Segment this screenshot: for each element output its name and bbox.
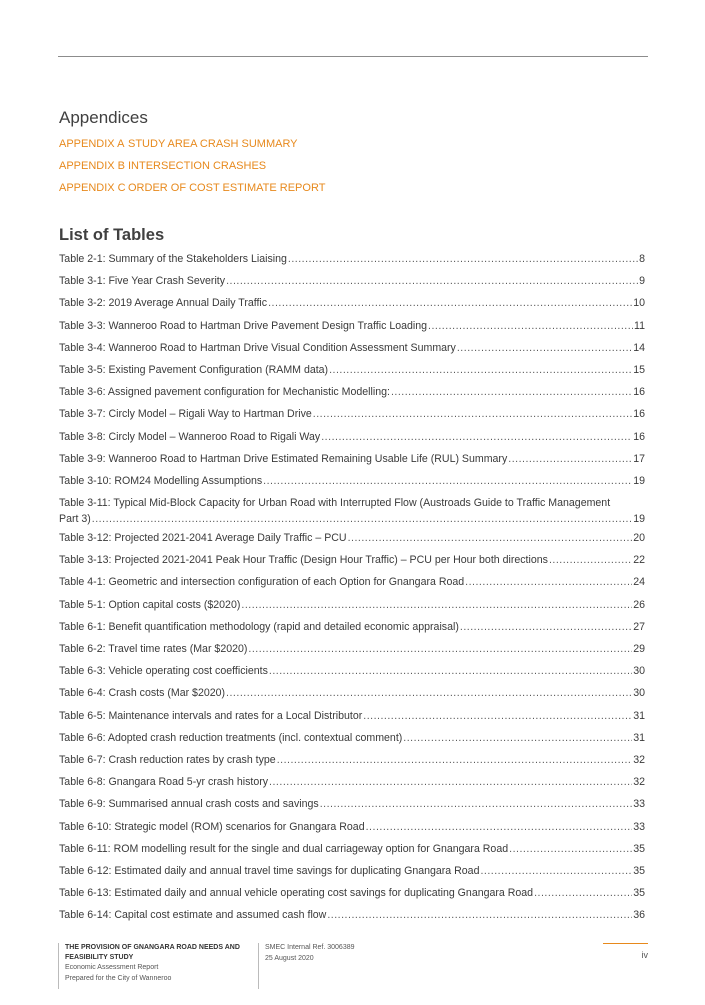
toc-entry-title: Table 6-7: Crash reduction rates by crash type [59,753,276,766]
toc-leader-dots [509,843,632,855]
appendix-item[interactable] [59,160,325,182]
toc-entry[interactable] [59,253,645,275]
toc-entry[interactable] [59,453,645,475]
footer-report-type: Economic Assessment Report [65,964,159,971]
toc-entry-title: Table 6-13: Estimated daily and annual vehicle operating cost savings for duplicating Gnangara Road [59,887,534,900]
toc-entry[interactable] [59,431,645,453]
toc-entry[interactable] [59,909,645,931]
toc-leader-dots [263,475,632,487]
toc-entry[interactable] [59,599,645,621]
toc-entry[interactable] [59,754,645,776]
toc-entry-page: 30 [633,687,645,700]
toc-entry[interactable] [59,887,645,909]
toc-leader-dots [428,320,633,332]
toc-entry-title: Table 6-2: Travel time rates (Mar $2020) [59,643,248,655]
footer-reference-info [258,943,355,989]
toc-entry[interactable] [59,732,645,754]
toc-leader-dots [268,297,632,309]
toc-entry-title: Table 3-5: Existing Pavement Configuration (RAMM data) [59,363,329,376]
appendices-list [59,138,325,204]
toc-entry-title: Table 2-1: Summary of the Stakeholders Liaising [59,253,287,265]
list-of-tables-heading: List of Tables [59,226,165,244]
footer-page-number: iv [603,943,648,960]
toc-entry[interactable] [59,320,645,342]
appendix-title: ORDER OF COST ESTIMATE REPORT [128,182,326,194]
footer-doc-title-line1: THE PROVISION OF GNANGARA ROAD NEEDS AND [65,944,240,951]
toc-entry-title: Table 3-6: Assigned pavement configuration for Mechanistic Modelling: [59,386,390,399]
toc-entry-title: Table 3-1: Five Year Crash Severity [59,275,226,288]
appendix-code: APPENDIX C [59,182,126,194]
toc-entry-page: 35 [633,864,645,877]
footer-document-info [58,943,256,989]
toc-entry[interactable] [59,275,645,297]
toc-leader-dots [321,431,632,443]
toc-entry-page: 16 [633,430,645,443]
toc-leader-dots [403,732,632,744]
toc-entry-page: 33 [633,798,645,811]
toc-entry-page: 24 [633,576,645,589]
toc-entry-page: 8 [639,253,645,265]
toc-entry[interactable] [59,554,645,576]
toc-entry-title: Table 5-1: Option capital costs ($2020) [59,598,241,611]
toc-leader-dots [92,513,632,525]
toc-entry-title: Table 6-11: ROM modelling result for the single and dual carriageway option for Gnangara Road [59,842,509,855]
toc-leader-dots [534,887,632,899]
toc-leader-dots [549,554,632,566]
toc-leader-dots [288,253,638,265]
toc-entry[interactable] [59,364,645,386]
toc-entry[interactable] [59,798,645,820]
toc-entry-page: 36 [633,909,645,922]
toc-entry-title: Table 3-13: Projected 2021-2041 Peak Hour Traffic (Design Hour Traffic) – PCU per Hour both directions [59,554,548,567]
toc-entry-title: Table 3-11: Typical Mid-Block Capacity for Urban Road with Interrupted Flow (Austroads Guide to Traffic Management [59,497,611,510]
toc-entry[interactable] [59,297,645,319]
toc-entry-page: 19 [633,474,645,487]
toc-entry-title: Table 6-5: Maintenance intervals and rates for a Local Distributor [59,709,363,722]
toc-entry-title: Table 6-9: Summarised annual crash costs and savings [59,798,319,811]
toc-entry[interactable] [59,621,645,643]
toc-entry-title: Table 3-10: ROM24 Modelling Assumptions [59,474,263,487]
toc-entry[interactable] [59,687,645,709]
toc-entry-page: 19 [633,513,645,526]
toc-entry-title: Table 6-14: Capital cost estimate and assumed cash flow [59,909,327,922]
toc-entry-title: Table 6-10: Strategic model (ROM) scenarios for Gnangara Road [59,820,365,833]
appendix-code: APPENDIX A [59,138,125,150]
toc-entry-page: 31 [633,731,645,744]
toc-entry-page: 31 [633,709,645,722]
toc-leader-dots [320,798,633,810]
toc-leader-dots [508,453,632,465]
toc-leader-dots [465,576,632,588]
toc-entry[interactable] [59,821,645,843]
toc-leader-dots [366,821,633,833]
footer-doc-title-line2: FEASIBILITY STUDY [65,954,134,961]
toc-leader-dots [269,776,632,788]
toc-entry[interactable] [59,475,645,497]
toc-entry[interactable] [59,532,645,554]
toc-entry[interactable] [59,342,645,364]
toc-leader-dots [277,754,633,766]
toc-leader-dots [241,599,632,611]
toc-entry-page: 26 [633,598,645,611]
toc-entry-title: Table 6-6: Adopted crash reduction treatments (incl. contextual comment) [59,731,403,744]
toc-leader-dots [226,687,632,699]
toc-entry-page: 27 [633,620,645,633]
toc-entry-page: 22 [633,554,645,567]
toc-entry-title: Table 3-3: Wanneroo Road to Hartman Drive Pavement Design Traffic Loading [59,319,428,332]
toc-entry-title: Table 3-12: Projected 2021-2041 Average Daily Traffic – PCU [59,532,347,545]
footer-ref: SMEC Internal Ref. 3006389 [265,944,355,951]
toc-entry-page: 11 [634,319,645,332]
toc-entry-page: 20 [633,532,645,545]
toc-entry-page: 9 [639,275,645,288]
toc-entry-title: Table 3-7: Circly Model – Rigali Way to Hartman Drive [59,408,312,421]
toc-entry-title: Table 6-3: Vehicle operating cost coefficients [59,665,268,678]
appendix-title: INTERSECTION CRASHES [128,160,267,172]
header-rule [58,56,648,57]
toc-leader-dots [363,710,632,722]
toc-entry[interactable] [59,843,645,865]
toc-entry-page: 35 [633,842,645,855]
toc-entry-title: Table 6-8: Gnangara Road 5-yr crash history [59,776,269,789]
toc-leader-dots [460,621,632,633]
toc-entry-title: Table 3-4: Wanneroo Road to Hartman Drive Visual Condition Assessment Summary [59,341,456,354]
toc-entry-title: Table 3-9: Wanneroo Road to Hartman Drive Estimated Remaining Usable Life (RUL) Summary [59,452,508,465]
toc-entry-page: 10 [633,297,645,310]
toc-leader-dots [269,665,632,677]
toc-leader-dots [248,643,632,655]
appendix-title: STUDY AREA CRASH SUMMARY [128,138,298,150]
toc-leader-dots [348,532,633,544]
toc-entry-title: Table 3-2: 2019 Average Annual Daily Traffic [59,297,268,310]
footer-date: 25 August 2020 [265,954,314,962]
toc-leader-dots [457,342,632,354]
toc-entry[interactable] [59,386,645,408]
toc-entry-page: 32 [633,776,645,789]
toc-entry-title-continued: Part 3) [59,513,91,526]
page-footer [58,943,648,989]
toc-leader-dots [329,364,632,376]
appendix-item[interactable] [59,138,325,160]
footer-prepared-for: Prepared for the City of Wanneroo [65,974,172,982]
toc-entry-page: 32 [633,753,645,766]
appendix-code: APPENDIX B [59,160,126,172]
toc-entry-page: 33 [633,820,645,833]
toc-leader-dots [226,275,638,287]
toc-entry[interactable] [59,408,645,430]
toc-entry[interactable] [59,643,645,665]
toc-entry[interactable] [59,865,645,887]
toc-entry-page: 35 [633,887,645,900]
toc-entry-page: 16 [633,386,645,399]
appendix-item[interactable] [59,182,325,204]
toc-entry-continuation [59,513,645,525]
toc-entry[interactable] [59,710,645,732]
toc-entry-page: 17 [633,452,645,465]
toc-entry-page: 29 [633,643,645,655]
toc-entry-page: 15 [633,363,645,376]
list-of-tables [59,253,645,931]
toc-entry-page: 14 [633,341,645,354]
toc-entry-page: 16 [633,408,645,421]
toc-entry-title: Table 6-4: Crash costs (Mar $2020) [59,687,226,700]
toc-entry[interactable] [59,665,645,687]
toc-entry-title: Table 6-12: Estimated daily and annual travel time savings for duplicating Gnangara Road [59,864,480,877]
toc-leader-dots [313,408,632,420]
appendices-heading: Appendices [59,108,148,127]
toc-entry-title: Table 6-1: Benefit quantification methodology (rapid and detailed economic appraisal) [59,620,459,633]
toc-entry[interactable] [59,776,645,798]
toc-entry-title: Table 3-8: Circly Model – Wanneroo Road to Rigali Way [59,430,321,443]
toc-leader-dots [327,909,632,921]
toc-leader-dots [480,865,632,877]
toc-entry-title: Table 4-1: Geometric and intersection configuration of each Option for Gnangara Road [59,576,465,589]
toc-entry-page: 30 [633,665,645,678]
toc-entry[interactable] [59,497,645,532]
toc-leader-dots [391,386,632,398]
toc-entry[interactable] [59,576,645,598]
